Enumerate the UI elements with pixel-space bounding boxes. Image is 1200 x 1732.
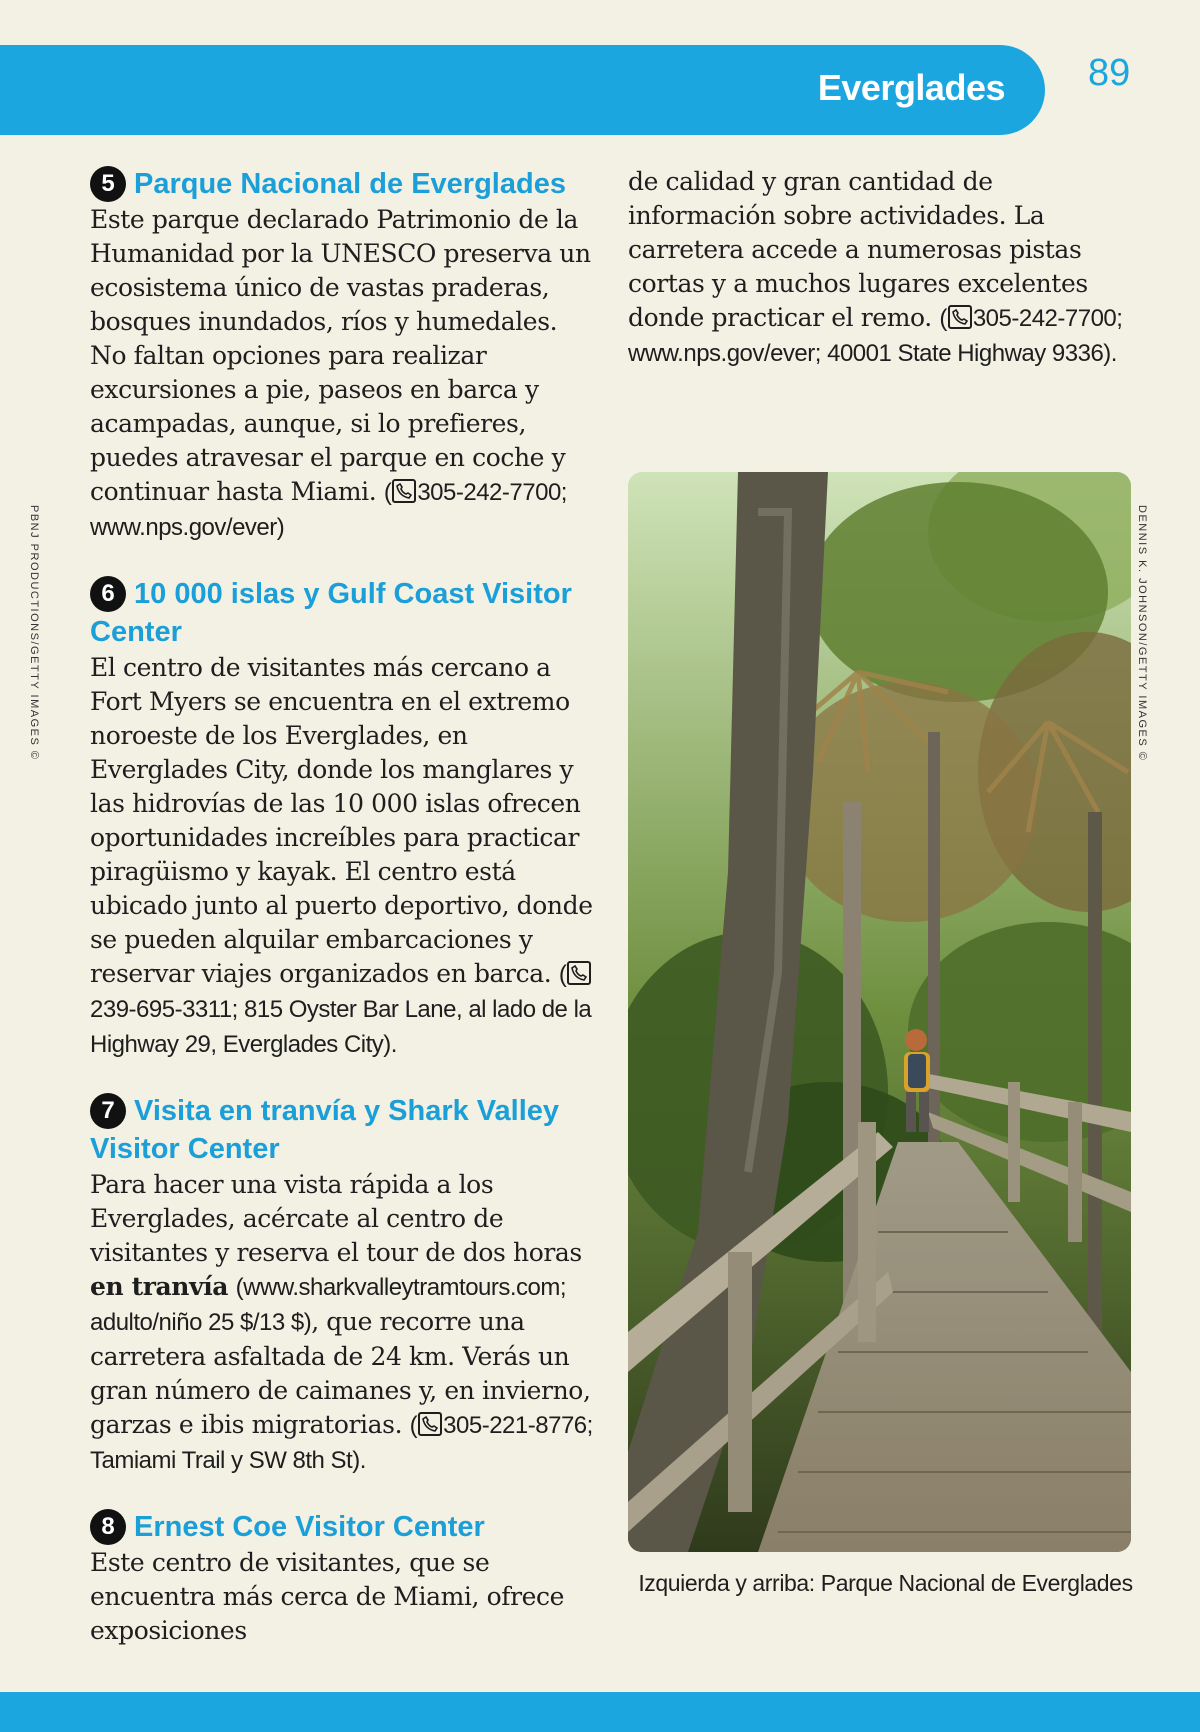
section-title: Everglades bbox=[817, 67, 1005, 108]
photo-credit-right: DENNIS K. JOHNSON/GETTY IMAGES © bbox=[1136, 505, 1148, 762]
entry-gulf-coast bbox=[90, 575, 600, 1062]
entry-title-text: Ernest Coe Visitor Center bbox=[134, 1511, 485, 1543]
tram-highlight: en tranvía bbox=[90, 1272, 229, 1301]
entry-title bbox=[90, 165, 600, 203]
phone-icon bbox=[418, 1412, 442, 1436]
forest-boardwalk-illustration bbox=[628, 472, 1131, 1552]
paren-open: ( bbox=[383, 479, 392, 506]
entry-description: Este parque declarado Patrimonio de la Humanidad por la UNESCO preserva un ecosistema único de vastas praderas, bosques inundados, ríos y humedales. No faltan opciones para realizar excursiones a pie, paseos en barca y acampadas, aunque, si lo prefieres, puedes atravesar el parque en coche y continuar hasta Miami. bbox=[90, 205, 591, 506]
contact-details: 305-221-8776; Tamiami Trail y SW 8th St). bbox=[90, 1412, 593, 1474]
entry-body bbox=[90, 203, 600, 545]
entry-parque-nacional bbox=[90, 165, 600, 545]
right-column bbox=[628, 165, 1143, 371]
number-badge: 8 bbox=[90, 1509, 126, 1545]
continuation-description: de calidad y gran cantidad de información sobre actividades. La carretera accede a numerosas pistas cortas y a muchos lugares excelentes donde practicar el remo. bbox=[628, 167, 1088, 332]
paren-open: ( bbox=[409, 1412, 418, 1439]
contact-details: 239-695-3311; 815 Oyster Bar Lane, al lado de la Highway 29, Everglades City). bbox=[90, 996, 592, 1058]
photo-credit-left: PBNJ PRODUCTIONS/GETTY IMAGES © bbox=[28, 505, 40, 761]
photo-caption: Izquierda y arriba: Parque Nacional de Everglades bbox=[638, 1570, 1133, 1596]
entry-body bbox=[90, 651, 600, 1062]
entry-title bbox=[90, 1508, 600, 1546]
page-number: 89 bbox=[1088, 52, 1131, 94]
entry-title-text: Parque Nacional de Everglades bbox=[134, 168, 566, 200]
entry-body bbox=[90, 1546, 600, 1648]
entry-ernest-coe bbox=[90, 1508, 600, 1648]
number-badge: 6 bbox=[90, 576, 126, 612]
entry-title bbox=[90, 1092, 600, 1168]
entry-title bbox=[90, 575, 600, 651]
entry-description-end: , que recorre una carretera asfaltada de 24 km. Verás un gran número de caimanes y, en invierno, garzas e ibis migratorias. bbox=[90, 1307, 591, 1439]
entry-body bbox=[90, 1168, 600, 1478]
tram-info: (www.sharkvalleytramtours.com; adulto/niño 25 $/13 $) bbox=[90, 1274, 567, 1336]
section-header-band bbox=[0, 45, 1045, 135]
boardwalk-photo bbox=[628, 472, 1131, 1552]
phone-icon bbox=[392, 479, 416, 503]
number-badge: 7 bbox=[90, 1093, 126, 1129]
footer-band bbox=[0, 1692, 1200, 1732]
entry-description: El centro de visitantes más cercano a Fort Myers se encuentra en el extremo noroeste de los Everglades, en Everglades City, donde los manglares y las hidrovías de las 10 000 islas ofrecen oportunidades increíbles para practicar piragüismo y kayak. El centro está ubicado junto al puerto deportivo, donde se pueden alquilar embarcaciones y reservar viajes organizados en barca. bbox=[90, 653, 593, 988]
entry-title-text: 10 000 islas y Gulf Coast Visitor Center bbox=[90, 578, 572, 648]
paren-open: ( bbox=[558, 961, 567, 988]
paren-open: ( bbox=[939, 305, 947, 332]
phone-icon bbox=[567, 961, 591, 985]
entry-title-text: Visita en tranvía y Shark Valley Visitor Center bbox=[90, 1095, 560, 1165]
phone-icon bbox=[948, 305, 972, 329]
left-column bbox=[90, 165, 600, 1678]
contact-details: 305-242-7700; www.nps.gov/ever; 40001 State Highway 9336). bbox=[628, 305, 1123, 367]
entry-description-start: Para hacer una vista rápida a los Everglades, acércate al centro de visitantes y reserva el tour de dos horas bbox=[90, 1170, 582, 1267]
entry-shark-valley bbox=[90, 1092, 600, 1478]
contact-details: 305-242-7700; www.nps.gov/ever) bbox=[90, 479, 567, 541]
continuation-text bbox=[628, 165, 1143, 371]
number-badge: 5 bbox=[90, 166, 126, 202]
entry-description: Este centro de visitantes, que se encuentra más cerca de Miami, ofrece exposiciones bbox=[90, 1548, 565, 1645]
